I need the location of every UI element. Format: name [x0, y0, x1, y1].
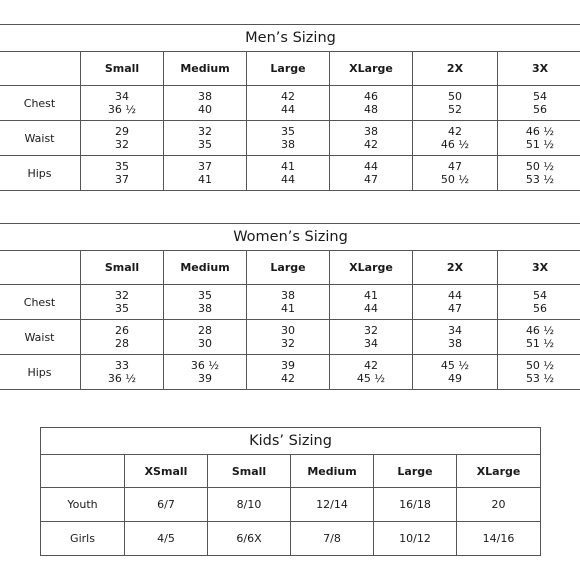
row-label: Youth [41, 488, 125, 522]
measurement-cell [247, 355, 330, 390]
table-row [0, 86, 580, 121]
min-value: 47 [448, 160, 462, 173]
measurement-cell [81, 86, 164, 121]
min-value: 44 [364, 160, 378, 173]
max-value: 47 [364, 173, 378, 186]
measurement-cell [413, 320, 498, 355]
min-value: 50 ½ [525, 160, 555, 173]
size-header: Medium [164, 251, 247, 285]
measurement-cell [498, 285, 580, 320]
measurement-cell [164, 320, 247, 355]
min-value: 41 [281, 160, 295, 173]
size-value-cell: 12/14 [291, 488, 374, 522]
min-value: 45 ½ [440, 359, 470, 372]
size-value-cell: 6/6X [208, 522, 291, 556]
size-header: XLarge [457, 455, 541, 488]
max-value: 49 [448, 372, 462, 385]
measurement-cell [498, 156, 580, 191]
max-value: 35 [115, 302, 129, 315]
min-value: 33 [115, 359, 129, 372]
measurement-cell [413, 355, 498, 390]
measurement-cell [81, 285, 164, 320]
max-value: 56 [533, 302, 548, 315]
row-label: Waist [0, 121, 81, 156]
measurement-cell [81, 320, 164, 355]
min-value: 44 [448, 289, 462, 302]
min-value: 50 [448, 90, 462, 103]
measurement-cell [164, 121, 247, 156]
min-value: 35 [115, 160, 129, 173]
measurement-cell [498, 320, 580, 355]
min-value: 46 [364, 90, 378, 103]
max-value: 35 [198, 138, 212, 151]
size-header: Large [247, 52, 330, 86]
min-value: 35 [281, 125, 295, 138]
size-value-cell: 6/7 [125, 488, 208, 522]
mens-sizing-title: Men’s Sizing [0, 25, 580, 52]
max-value: 38 [281, 138, 295, 151]
max-value: 38 [198, 302, 212, 315]
measurement-cell [247, 156, 330, 191]
min-value: 39 [281, 359, 295, 372]
max-value: 42 [364, 138, 378, 151]
min-value: 42 [364, 359, 378, 372]
measurement-cell [81, 355, 164, 390]
size-header: Small [208, 455, 291, 488]
min-value: 42 [448, 125, 462, 138]
max-value: 53 ½ [525, 372, 555, 385]
table-row [0, 320, 580, 355]
measurement-cell [330, 320, 413, 355]
min-value: 32 [115, 289, 129, 302]
max-value: 46 ½ [440, 138, 470, 151]
size-header: Small [81, 52, 164, 86]
womens-sizing-title: Women’s Sizing [0, 224, 580, 251]
min-value: 32 [198, 125, 212, 138]
max-value: 44 [281, 173, 295, 186]
size-value-cell: 10/12 [374, 522, 457, 556]
size-header: Small [81, 251, 164, 285]
measurement-cell [247, 320, 330, 355]
table-row [0, 355, 580, 390]
max-value: 51 ½ [525, 337, 555, 350]
min-value: 34 [448, 324, 462, 337]
size-value-cell: 4/5 [125, 522, 208, 556]
size-header: 3X [498, 251, 580, 285]
size-value-cell: 20 [457, 488, 541, 522]
measurement-cell [413, 156, 498, 191]
max-value: 52 [448, 103, 462, 116]
max-value: 45 ½ [356, 372, 386, 385]
size-header: XLarge [330, 251, 413, 285]
min-value: 54 [533, 289, 548, 302]
min-value: 30 [281, 324, 295, 337]
size-value-cell: 16/18 [374, 488, 457, 522]
measurement-cell [413, 86, 498, 121]
size-header: 2X [413, 52, 498, 86]
max-value: 47 [448, 302, 462, 315]
row-label: Girls [41, 522, 125, 556]
min-value: 35 [198, 289, 212, 302]
min-value: 38 [364, 125, 378, 138]
size-header: Large [374, 455, 457, 488]
max-value: 56 [533, 103, 547, 116]
measurement-cell [330, 121, 413, 156]
size-value-cell: 7/8 [291, 522, 374, 556]
max-value: 42 [281, 372, 295, 385]
womens-sizing-table [0, 223, 580, 390]
corner-cell [0, 52, 81, 86]
row-label: Chest [0, 285, 81, 320]
measurement-cell [247, 285, 330, 320]
kids-sizing-title: Kids’ Sizing [41, 428, 541, 455]
table-row [0, 285, 580, 320]
table-row [41, 488, 541, 522]
min-value: 54 [533, 90, 547, 103]
measurement-cell [247, 86, 330, 121]
measurement-cell [81, 156, 164, 191]
max-value: 32 [281, 337, 295, 350]
measurement-cell [330, 285, 413, 320]
max-value: 50 ½ [440, 173, 470, 186]
max-value: 38 [448, 337, 462, 350]
kids-sizing-table [40, 427, 541, 556]
size-header: Large [247, 251, 330, 285]
measurement-cell [164, 355, 247, 390]
corner-cell [41, 455, 125, 488]
max-value: 48 [364, 103, 378, 116]
row-label: Hips [0, 355, 81, 390]
max-value: 28 [115, 337, 129, 350]
size-header: Medium [164, 52, 247, 86]
max-value: 41 [281, 302, 295, 315]
max-value: 36 ½ [107, 372, 137, 385]
max-value: 44 [281, 103, 295, 116]
measurement-cell [330, 355, 413, 390]
max-value: 30 [198, 337, 212, 350]
min-value: 41 [364, 289, 378, 302]
min-value: 26 [115, 324, 129, 337]
max-value: 34 [364, 337, 378, 350]
min-value: 38 [198, 90, 212, 103]
max-value: 40 [198, 103, 212, 116]
min-value: 32 [364, 324, 378, 337]
measurement-cell [498, 86, 580, 121]
max-value: 44 [364, 302, 378, 315]
min-value: 46 ½ [525, 324, 555, 337]
row-label: Hips [0, 156, 81, 191]
measurement-cell [247, 121, 330, 156]
min-value: 29 [115, 125, 129, 138]
measurement-cell [498, 121, 580, 156]
measurement-cell [413, 285, 498, 320]
max-value: 32 [115, 138, 129, 151]
table-row [0, 121, 580, 156]
table-row [41, 522, 541, 556]
size-header: 2X [413, 251, 498, 285]
max-value: 37 [115, 173, 129, 186]
size-header: 3X [498, 52, 580, 86]
row-label: Waist [0, 320, 81, 355]
min-value: 50 ½ [525, 359, 555, 372]
max-value: 53 ½ [525, 173, 555, 186]
size-header: XSmall [125, 455, 208, 488]
measurement-cell [164, 285, 247, 320]
min-value: 36 ½ [190, 359, 220, 372]
size-value-cell: 14/16 [457, 522, 541, 556]
min-value: 37 [198, 160, 212, 173]
max-value: 41 [198, 173, 212, 186]
size-header: Medium [291, 455, 374, 488]
measurement-cell [164, 156, 247, 191]
min-value: 46 ½ [525, 125, 555, 138]
measurement-cell [498, 355, 580, 390]
max-value: 51 ½ [525, 138, 555, 151]
measurement-cell [164, 86, 247, 121]
measurement-cell [330, 86, 413, 121]
size-value-cell: 8/10 [208, 488, 291, 522]
corner-cell [0, 251, 81, 285]
mens-sizing-table [0, 24, 580, 191]
measurement-cell [413, 121, 498, 156]
size-header: XLarge [330, 52, 413, 86]
min-value: 34 [115, 90, 129, 103]
min-value: 42 [281, 90, 295, 103]
max-value: 39 [198, 372, 212, 385]
table-row [0, 156, 580, 191]
max-value: 36 ½ [107, 103, 137, 116]
measurement-cell [81, 121, 164, 156]
measurement-cell [330, 156, 413, 191]
min-value: 38 [281, 289, 295, 302]
min-value: 28 [198, 324, 212, 337]
row-label: Chest [0, 86, 81, 121]
